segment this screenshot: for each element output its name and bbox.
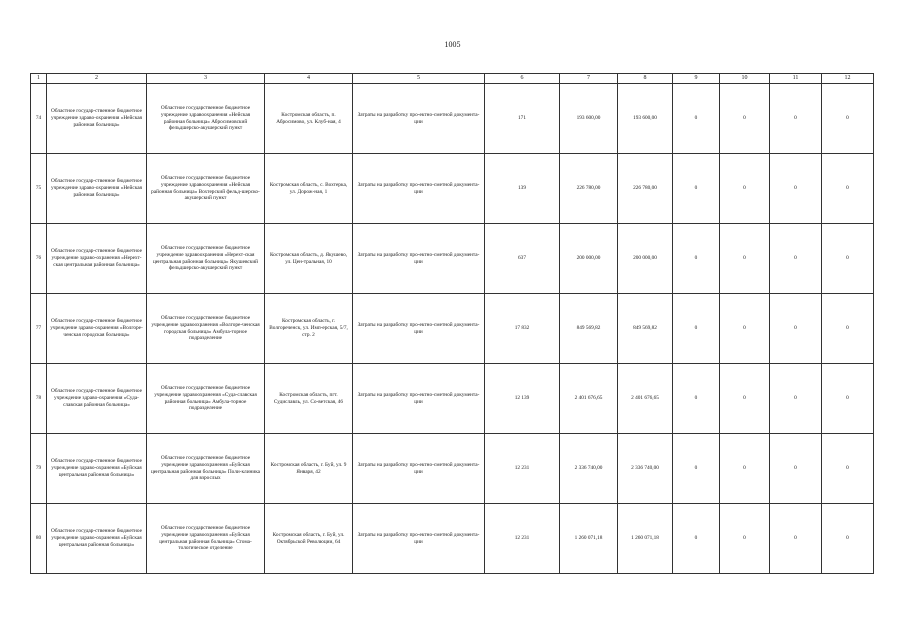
- value-cell-7: 2 401 676,65: [560, 364, 618, 434]
- row-number: 78: [31, 364, 47, 434]
- column-header: 12: [822, 74, 874, 84]
- value-cell-6: 12 231: [485, 504, 560, 574]
- address-cell: Костромская область, д. Якушево, ул. Цен-тральная, 10: [265, 224, 353, 294]
- organization-cell: Областное государ-ственное бюджетное учреждение здраво-охранения «Суда-славская районная больница»: [47, 364, 147, 434]
- organization-cell: Областное государ-ственное бюджетное учреждение здраво-охранения «Волгоре-ченская городская больница»: [47, 294, 147, 364]
- column-header: 7: [560, 74, 618, 84]
- value-cell-11: 0: [770, 224, 822, 294]
- column-header: 6: [485, 74, 560, 84]
- value-cell-12: 0: [822, 434, 874, 504]
- institution-cell: Областное государственное бюджетное учреждение здравоохранения «Нерехт-ская центральная районная больница» Якушевский фельдшерско-акушерский пункт: [147, 224, 265, 294]
- value-cell-6: 12 139: [485, 364, 560, 434]
- value-cell-6: 12 231: [485, 434, 560, 504]
- value-cell-6: 171: [485, 84, 560, 154]
- value-cell-10: 0: [720, 84, 770, 154]
- column-header: 1: [31, 74, 47, 84]
- value-cell-7: 193 600,00: [560, 84, 618, 154]
- address-cell: Костромская область, г. Буй, ул. 9 Января, 42: [265, 434, 353, 504]
- value-cell-12: 0: [822, 364, 874, 434]
- value-cell-11: 0: [770, 504, 822, 574]
- value-cell-10: 0: [720, 224, 770, 294]
- value-cell-12: 0: [822, 84, 874, 154]
- address-cell: Костромская область, пгт. Судиславль, ул. Со-ветская, 46: [265, 364, 353, 434]
- value-cell-7: 200 000,00: [560, 224, 618, 294]
- organization-cell: Областное государ-ственное бюджетное учреждение здраво-охранения «Буйская центральная районная больница»: [47, 434, 147, 504]
- value-cell-9: 0: [673, 504, 720, 574]
- header-row: [31, 74, 874, 84]
- value-cell-10: 0: [720, 364, 770, 434]
- institution-cell: Областное государственное бюджетное учреждение здравоохранения «Нейская районная больница» Абросимовский фельдшерско-акушерский пункт: [147, 84, 265, 154]
- institution-cell: Областное государственное бюджетное учреждение здравоохранения «Буйская центральная районная больница» Поли-клиника для взрослых: [147, 434, 265, 504]
- value-cell-8: 1 260 071,18: [618, 504, 673, 574]
- institution-cell: Областное государственное бюджетное учреждение здравоохранения «Нейская районная больница» Вохтерский фельд-шерско-акушерский пункт: [147, 154, 265, 224]
- value-cell-8: 849 569,82: [618, 294, 673, 364]
- value-cell-7: 849 569,82: [560, 294, 618, 364]
- value-cell-11: 0: [770, 434, 822, 504]
- value-cell-9: 0: [673, 364, 720, 434]
- table-row: [31, 504, 874, 574]
- institution-cell: Областное государственное бюджетное учреждение здравоохранения «Волгоре-ченская городская больница» Амбула-торное подразделение: [147, 294, 265, 364]
- organization-cell: Областное государ-ственное бюджетное учреждение здраво-охранения «Нейская районная больница»: [47, 154, 147, 224]
- value-cell-10: 0: [720, 504, 770, 574]
- value-cell-11: 0: [770, 84, 822, 154]
- value-cell-9: 0: [673, 154, 720, 224]
- organization-cell: Областное государ-ственное бюджетное учреждение здраво-охранения «Нейская районная больница»: [47, 84, 147, 154]
- value-cell-11: 0: [770, 154, 822, 224]
- institution-cell: Областное государственное бюджетное учреждение здравоохранения «Буйская центральная районная больница» Стома-тологическое отделение: [147, 504, 265, 574]
- value-cell-10: 0: [720, 294, 770, 364]
- value-cell-9: 0: [673, 294, 720, 364]
- row-number: 79: [31, 434, 47, 504]
- column-header: 3: [147, 74, 265, 84]
- table-row: [31, 364, 874, 434]
- value-cell-6: 637: [485, 224, 560, 294]
- value-cell-7: 226 780,00: [560, 154, 618, 224]
- value-cell-12: 0: [822, 504, 874, 574]
- purpose-cell: Затраты на разработку про-ектно-сметной документа-ции: [353, 434, 485, 504]
- data-table: [30, 73, 874, 574]
- value-cell-9: 0: [673, 84, 720, 154]
- address-cell: Костромская область, г. Волгореченск, ул. Имп-ерская, 5/7, стр. 2: [265, 294, 353, 364]
- purpose-cell: Затраты на разработку про-ектно-сметной документа-ции: [353, 504, 485, 574]
- value-cell-9: 0: [673, 224, 720, 294]
- column-header: 9: [673, 74, 720, 84]
- value-cell-12: 0: [822, 224, 874, 294]
- purpose-cell: Затраты на разработку про-ектно-сметной документа-ции: [353, 294, 485, 364]
- row-number: 74: [31, 84, 47, 154]
- organization-cell: Областное государ-ственное бюджетное учреждение здраво-охранения «Буйская центральная районная больница»: [47, 504, 147, 574]
- column-header: 2: [47, 74, 147, 84]
- column-header: 11: [770, 74, 822, 84]
- purpose-cell: Затраты на разработку про-ектно-сметной документа-ции: [353, 84, 485, 154]
- value-cell-11: 0: [770, 364, 822, 434]
- table-row: [31, 434, 874, 504]
- page-number: 1005: [444, 40, 461, 49]
- value-cell-8: 200 000,00: [618, 224, 673, 294]
- organization-cell: Областное государ-ственное бюджетное учреждение здраво-охранения «Нерехт-ская центральная районная больница»: [47, 224, 147, 294]
- table-row: [31, 224, 874, 294]
- institution-cell: Областное государственное бюджетное учреждение здравоохранения «Суда-славская районная больница» Амбула-торное подразделение: [147, 364, 265, 434]
- value-cell-8: 2 336 740,00: [618, 434, 673, 504]
- value-cell-8: 193 600,00: [618, 84, 673, 154]
- purpose-cell: Затраты на разработку про-ектно-сметной документа-ции: [353, 154, 485, 224]
- value-cell-12: 0: [822, 154, 874, 224]
- table-body: [31, 84, 874, 574]
- address-cell: Костромская область, с. Вохтерка, ул. Дорож-ная, 1: [265, 154, 353, 224]
- value-cell-6: 139: [485, 154, 560, 224]
- column-header: 5: [353, 74, 485, 84]
- value-cell-6: 17 832: [485, 294, 560, 364]
- column-header: 10: [720, 74, 770, 84]
- column-header: 8: [618, 74, 673, 84]
- row-number: 77: [31, 294, 47, 364]
- row-number: 75: [31, 154, 47, 224]
- table-row: [31, 294, 874, 364]
- value-cell-7: 2 336 740,00: [560, 434, 618, 504]
- row-number: 80: [31, 504, 47, 574]
- address-cell: Костромская область, г. Буй, ул. Октябрьской Революции, 64: [265, 504, 353, 574]
- value-cell-8: 226 780,00: [618, 154, 673, 224]
- purpose-cell: Затраты на разработку про-ектно-сметной документа-ции: [353, 364, 485, 434]
- value-cell-12: 0: [822, 294, 874, 364]
- address-cell: Костромская область, п. Абросимово, ул. Клуб-ная, 4: [265, 84, 353, 154]
- purpose-cell: Затраты на разработку про-ектно-сметной документа-ции: [353, 224, 485, 294]
- value-cell-10: 0: [720, 434, 770, 504]
- value-cell-7: 1 260 071,18: [560, 504, 618, 574]
- value-cell-9: 0: [673, 434, 720, 504]
- row-number: 76: [31, 224, 47, 294]
- value-cell-11: 0: [770, 294, 822, 364]
- value-cell-8: 2 401 676,65: [618, 364, 673, 434]
- table-row: [31, 154, 874, 224]
- table-row: [31, 84, 874, 154]
- column-header: 4: [265, 74, 353, 84]
- value-cell-10: 0: [720, 154, 770, 224]
